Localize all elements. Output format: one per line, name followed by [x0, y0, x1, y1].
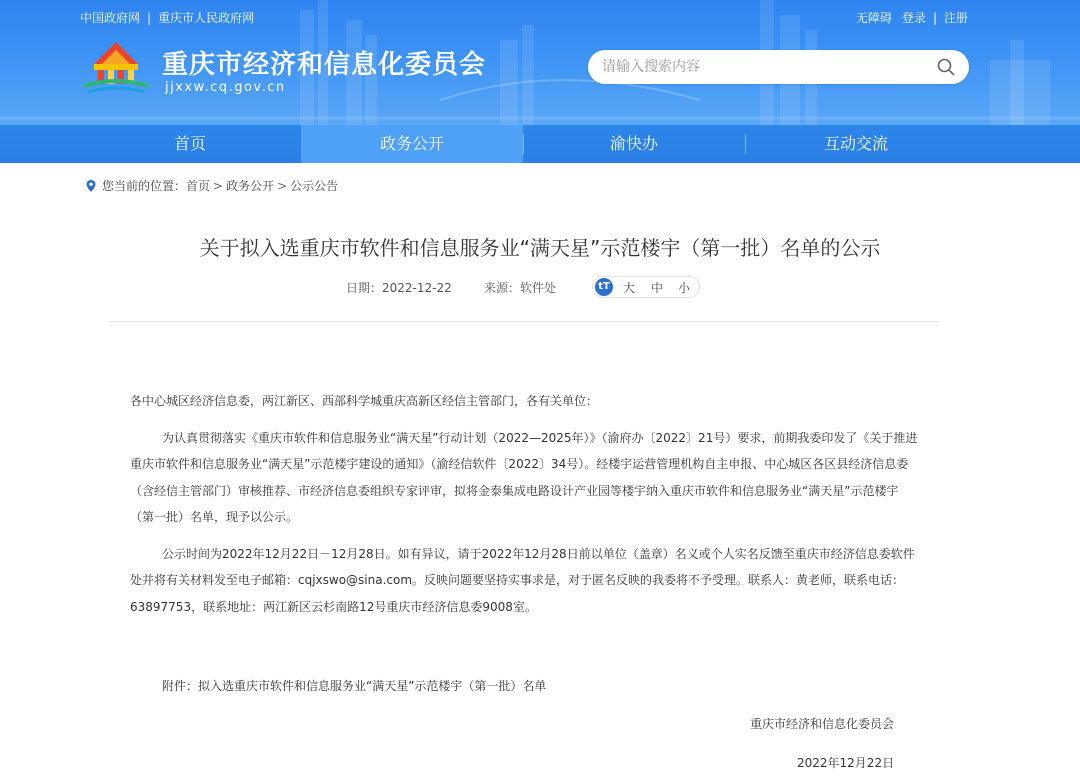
breadcrumb [86, 177, 338, 194]
article-greeting: 各中心城区经济信息委，两江新区、西部科学城重庆高新区经信主管部门，各有关单位： [130, 394, 599, 408]
source-value: 软件处 [520, 281, 557, 295]
font-size-icon: tT [595, 278, 613, 296]
search-box [588, 50, 969, 84]
paragraph-gap [130, 531, 920, 541]
article-paragraph-2: 公示时间为2022年12月22日－12月28日。如有异议，请于2022年12月28日前以单位（盖章）名义或个人实名反馈至重庆市经济信息委软件处并将有关材料发至电子邮箱：cqjxswo@sina.com。反映问题要坚持实事求是，对于匿名反映的我委将不予受理。联系人：黄老师，联系电话：63897753，联系地址：两江新区云杉南路12号重庆市经济信息委9008室。 [130, 546, 915, 614]
article-body [130, 388, 920, 620]
accessibility-link[interactable]: 无障碍 [855, 11, 892, 25]
font-size-small-button[interactable]: 小 [678, 281, 691, 295]
breadcrumb-arrow: > [213, 178, 224, 193]
city-gov-link[interactable]: 重庆市人民政府网 [158, 11, 255, 25]
site-domain: jjxxw.cq.gov.cn [165, 80, 286, 95]
nav-government-affairs[interactable]: 政务公开 [301, 125, 523, 163]
search-icon[interactable] [937, 58, 955, 76]
location-pin-icon [86, 180, 96, 192]
top-links [80, 9, 254, 26]
register-link[interactable]: 注册 [943, 11, 968, 25]
title-divider [108, 321, 940, 322]
breadcrumb-announcements[interactable]: 公示公告 [290, 179, 339, 193]
font-size-switcher [592, 276, 700, 298]
date-value: 2022-12-22 [382, 281, 452, 295]
user-links [856, 9, 968, 26]
breadcrumb-arrow: > [277, 178, 288, 193]
article-meta [0, 276, 1080, 298]
article-title: 关于拟入选重庆市软件和信息服务业“满天星”示范楼宇（第一批）名单的公示 [199, 236, 881, 260]
breadcrumb-home[interactable]: 首页 [186, 179, 211, 193]
main-nav [0, 125, 1080, 163]
article-signature: 重庆市经济和信息化委员会 [750, 717, 895, 731]
separator: | [932, 11, 937, 25]
search-input[interactable] [602, 57, 922, 77]
paragraph-gap [130, 415, 920, 425]
site-title[interactable]: 重庆市经济和信息化委员会 [162, 50, 487, 80]
article-date [346, 279, 452, 296]
nav-yukuaiban[interactable]: 渝快办 [609, 134, 658, 153]
attachment-link[interactable]: 附件：拟入选重庆市软件和信息服务业“满天星”示范楼宇（第一批）名单 [162, 679, 547, 693]
login-link[interactable]: 登录 [901, 11, 926, 25]
gov-link[interactable]: 中国政府网 [80, 11, 141, 25]
breadcrumb-government-affairs[interactable]: 政务公开 [226, 179, 275, 193]
article-sign-date: 2022年12月22日 [797, 756, 895, 770]
separator: | [147, 11, 152, 25]
nav-interaction[interactable]: 互动交流 [823, 134, 888, 153]
font-size-large-button[interactable]: 大 [623, 281, 636, 295]
chongqing-logo-icon[interactable] [80, 36, 152, 96]
article-paragraph-1: 为认真贯彻落实《重庆市软件和信息服务业“满天星”行动计划（2022—2025年）》（渝府办〔2022〕21号）要求，前期我委印发了《关于推进重庆市软件和信息服务业“满天星”示范楼宇建设的通知》（渝经信软件〔2022〕34号）。经楼宇运营管理机构自主申报、中心城区各区县经济信息委（含经信主管部门）审核推荐、市经济信息委组织专家评审，拟将金泰集成电路设计产业园等楼宇纳入重庆市软件和信息服务业“满天星”示范楼宇（第一批）名单，现予以公示。 [130, 430, 918, 524]
breadcrumb-prefix: 您当前的位置： [102, 179, 187, 193]
article-source [484, 279, 556, 296]
nav-home[interactable]: 首页 [173, 134, 206, 153]
date-label: 日期： [346, 281, 383, 295]
font-size-medium-button[interactable]: 中 [651, 281, 664, 295]
site-header [0, 0, 1080, 125]
source-label: 来源： [484, 281, 521, 295]
